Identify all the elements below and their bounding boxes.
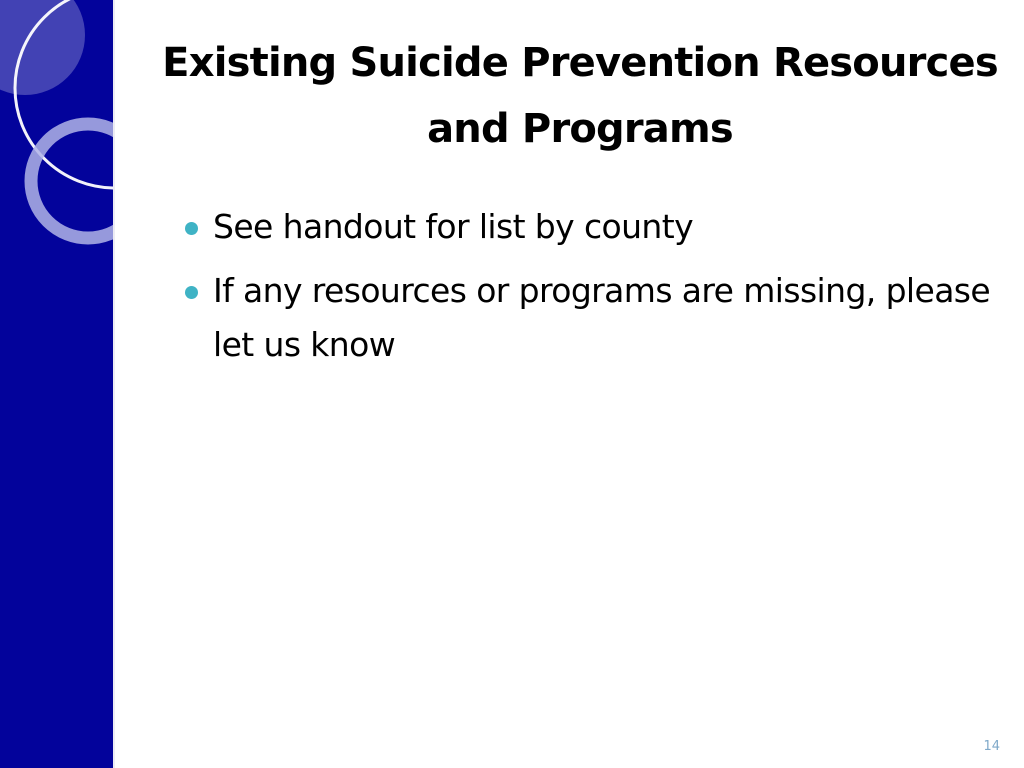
side-decoration-band: [0, 0, 113, 768]
bullet-text: If any resources or programs are missing, please let us know: [213, 271, 991, 364]
bullet-list: [180, 200, 1010, 382]
list-item: [180, 200, 1010, 254]
list-item: [180, 264, 1010, 372]
slide-title: Existing Suicide Prevention Resources and Programs: [162, 40, 998, 152]
bullet-icon: [185, 222, 198, 235]
thick-ring-shape: [31, 124, 113, 238]
page-number: 14: [983, 739, 1000, 754]
band-edge-line: [113, 0, 115, 768]
bullet-icon: [185, 286, 198, 299]
circles-decoration: [0, 0, 113, 768]
filled-circle-shape: [0, 0, 85, 95]
bullet-text: See handout for list by county: [213, 207, 693, 246]
